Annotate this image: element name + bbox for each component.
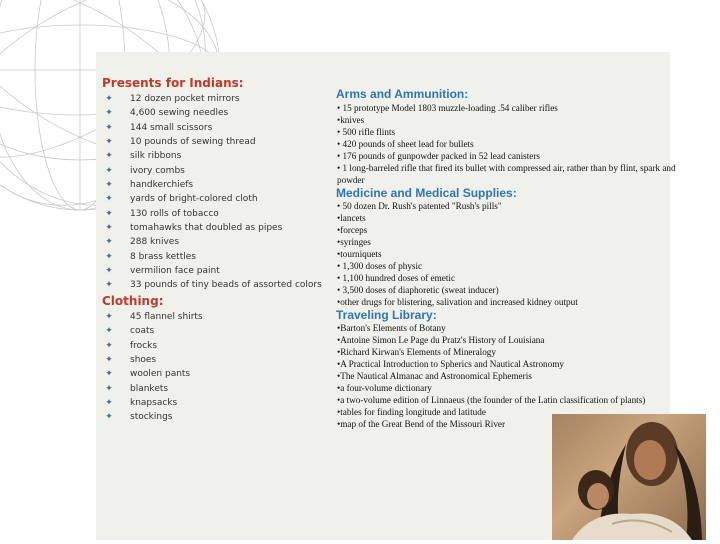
arms-list-item: • 176 pounds of gunpowder packed in 52 lead canisters xyxy=(337,151,540,161)
arms-list-item: • 500 rifle flints xyxy=(337,127,396,137)
presents-item-text: 8 brass kettles xyxy=(130,251,196,262)
medicine-list-item: • 1,100 hundred doses of emetic xyxy=(337,273,456,283)
presents-item-text: 130 rolls of tobacco xyxy=(130,208,219,219)
medicine-list-item: •syringes xyxy=(337,237,371,247)
clothing-item-text: frocks xyxy=(130,340,158,351)
library-list-item: •a two-volume edition of Linnaeus (the founder of the Latin classification of plants) xyxy=(337,395,646,405)
clothing-list-item xyxy=(104,382,203,396)
presents-list-item xyxy=(104,121,322,135)
star-bullet-icon: ✦ xyxy=(105,223,113,234)
medicine-list-item: •tourniquets xyxy=(337,249,382,259)
library-list-item: •Richard Kirwan's Elements of Mineralogy xyxy=(337,347,496,357)
arms-list xyxy=(337,102,677,186)
portrait-illustration xyxy=(552,414,706,540)
portrait-mother-and-child-icon xyxy=(552,414,706,540)
star-bullet-icon: ✦ xyxy=(105,280,113,291)
arms-heading: Arms and Ammunition: xyxy=(336,87,469,101)
presents-item-text: vermilion face paint xyxy=(130,266,220,277)
star-bullet-icon: ✦ xyxy=(105,383,113,394)
star-bullet-icon: ✦ xyxy=(105,194,113,205)
library-list-item: •a four-volume dictionary xyxy=(337,383,432,393)
presents-list-item xyxy=(104,178,322,192)
star-bullet-icon: ✦ xyxy=(105,151,113,162)
star-bullet-icon: ✦ xyxy=(105,312,113,322)
presents-list-item xyxy=(104,164,322,178)
arms-list-item: •knives xyxy=(337,115,365,125)
arms-list-item: • 1 long-barreled rifle that fired its bullet with compressed air, rather than by flint, spark and powder xyxy=(337,163,676,185)
clothing-list-item xyxy=(104,410,203,424)
clothing-list-item xyxy=(104,367,203,381)
presents-heading: Presents for Indians: xyxy=(102,76,244,90)
medicine-list-item: • 50 dozen Dr. Rush's patented "Rush's pills" xyxy=(337,201,502,211)
clothing-item-text: blankets xyxy=(130,383,169,394)
clothing-item-text: 45 flannel shirts xyxy=(130,312,203,322)
presents-list-item xyxy=(104,235,322,249)
presents-item-text: 144 small scissors xyxy=(130,122,213,133)
star-bullet-icon: ✦ xyxy=(105,251,113,262)
presents-list-item xyxy=(104,250,322,264)
library-list-item: •Antoine Simon Le Page du Pratz's History of Louisiana xyxy=(337,335,545,345)
star-bullet-icon: ✦ xyxy=(105,326,113,337)
presents-list-item xyxy=(104,192,322,206)
presents-item-text: 288 knives xyxy=(130,237,180,248)
clothing-item-text: coats xyxy=(130,326,155,337)
clothing-list xyxy=(104,310,203,425)
medicine-list-item: • 1,300 doses of physic xyxy=(337,261,423,271)
clothing-item-text: stockings xyxy=(130,412,173,423)
star-bullet-icon: ✦ xyxy=(105,94,113,104)
medicine-list-item: • 3,500 doses of diaphoretic (sweat inducer) xyxy=(337,285,499,295)
medicine-heading: Medicine and Medical Supplies: xyxy=(336,186,517,200)
clothing-list-item xyxy=(104,339,203,353)
presents-list-item xyxy=(104,149,322,163)
star-bullet-icon: ✦ xyxy=(105,180,113,191)
star-bullet-icon: ✦ xyxy=(105,122,113,133)
arms-list-item: • 15 prototype Model 1803 muzzle-loading .54 caliber rifles xyxy=(337,103,558,113)
clothing-list-item xyxy=(104,324,203,338)
star-bullet-icon: ✦ xyxy=(105,355,113,366)
star-bullet-icon: ✦ xyxy=(105,237,113,248)
presents-list-item xyxy=(104,106,322,120)
presents-list-item xyxy=(104,221,322,235)
presents-item-text: 12 dozen pocket mirrors xyxy=(130,94,240,104)
clothing-list-item xyxy=(104,396,203,410)
library-list-item: •The Nautical Almanac and Astronomical Ephemeris xyxy=(337,371,532,381)
presents-item-text: ivory combs xyxy=(130,165,185,176)
clothing-heading: Clothing: xyxy=(102,294,164,308)
star-bullet-icon: ✦ xyxy=(105,369,113,380)
presents-item-text: tomahawks that doubled as pipes xyxy=(130,223,283,234)
presents-item-text: yards of bright-colored cloth xyxy=(130,194,258,205)
clothing-item-text: shoes xyxy=(130,355,157,366)
medicine-list-item: •other drugs for blistering, salivation and increased kidney output xyxy=(337,297,578,307)
clothing-list-item xyxy=(104,310,203,324)
medicine-list-item: •forceps xyxy=(337,225,368,235)
medicine-list xyxy=(337,200,677,308)
presents-item-text: 4,600 sewing needles xyxy=(130,108,229,119)
clothing-item-text: knapsacks xyxy=(130,398,178,409)
library-list-item: •Barton's Elements of Botany xyxy=(337,323,446,333)
library-list-item: •tables for finding longitude and latitude xyxy=(337,407,486,417)
presents-item-text: handkerchiefs xyxy=(130,180,194,191)
star-bullet-icon: ✦ xyxy=(105,340,113,351)
star-bullet-icon: ✦ xyxy=(105,137,113,148)
arms-list-item: • 420 pounds of sheet lead for bullets xyxy=(337,139,474,149)
star-bullet-icon: ✦ xyxy=(105,412,113,423)
star-bullet-icon: ✦ xyxy=(105,208,113,219)
clothing-list-item xyxy=(104,353,203,367)
presents-item-text: 33 pounds of tiny beads of assorted colors xyxy=(130,280,322,291)
presents-list-item xyxy=(104,264,322,278)
presents-list-item xyxy=(104,278,322,292)
presents-list xyxy=(104,92,322,293)
presents-list-item xyxy=(104,207,322,221)
star-bullet-icon: ✦ xyxy=(105,108,113,119)
star-bullet-icon: ✦ xyxy=(105,398,113,409)
library-list-item: •map of the Great Bend of the Missouri River xyxy=(337,419,506,429)
library-heading: Traveling Library: xyxy=(336,308,437,322)
presents-list-item xyxy=(104,92,322,106)
star-bullet-icon: ✦ xyxy=(105,165,113,176)
medicine-list-item: •lancets xyxy=(337,213,366,223)
presents-item-text: silk ribbons xyxy=(130,151,182,162)
star-bullet-icon: ✦ xyxy=(105,266,113,277)
presents-item-text: 10 pounds of sewing thread xyxy=(130,137,256,148)
presents-list-item xyxy=(104,135,322,149)
clothing-item-text: woolen pants xyxy=(130,369,191,380)
library-list-item: •A Practical Introduction to Spherics and Nautical Astronomy xyxy=(337,359,564,369)
